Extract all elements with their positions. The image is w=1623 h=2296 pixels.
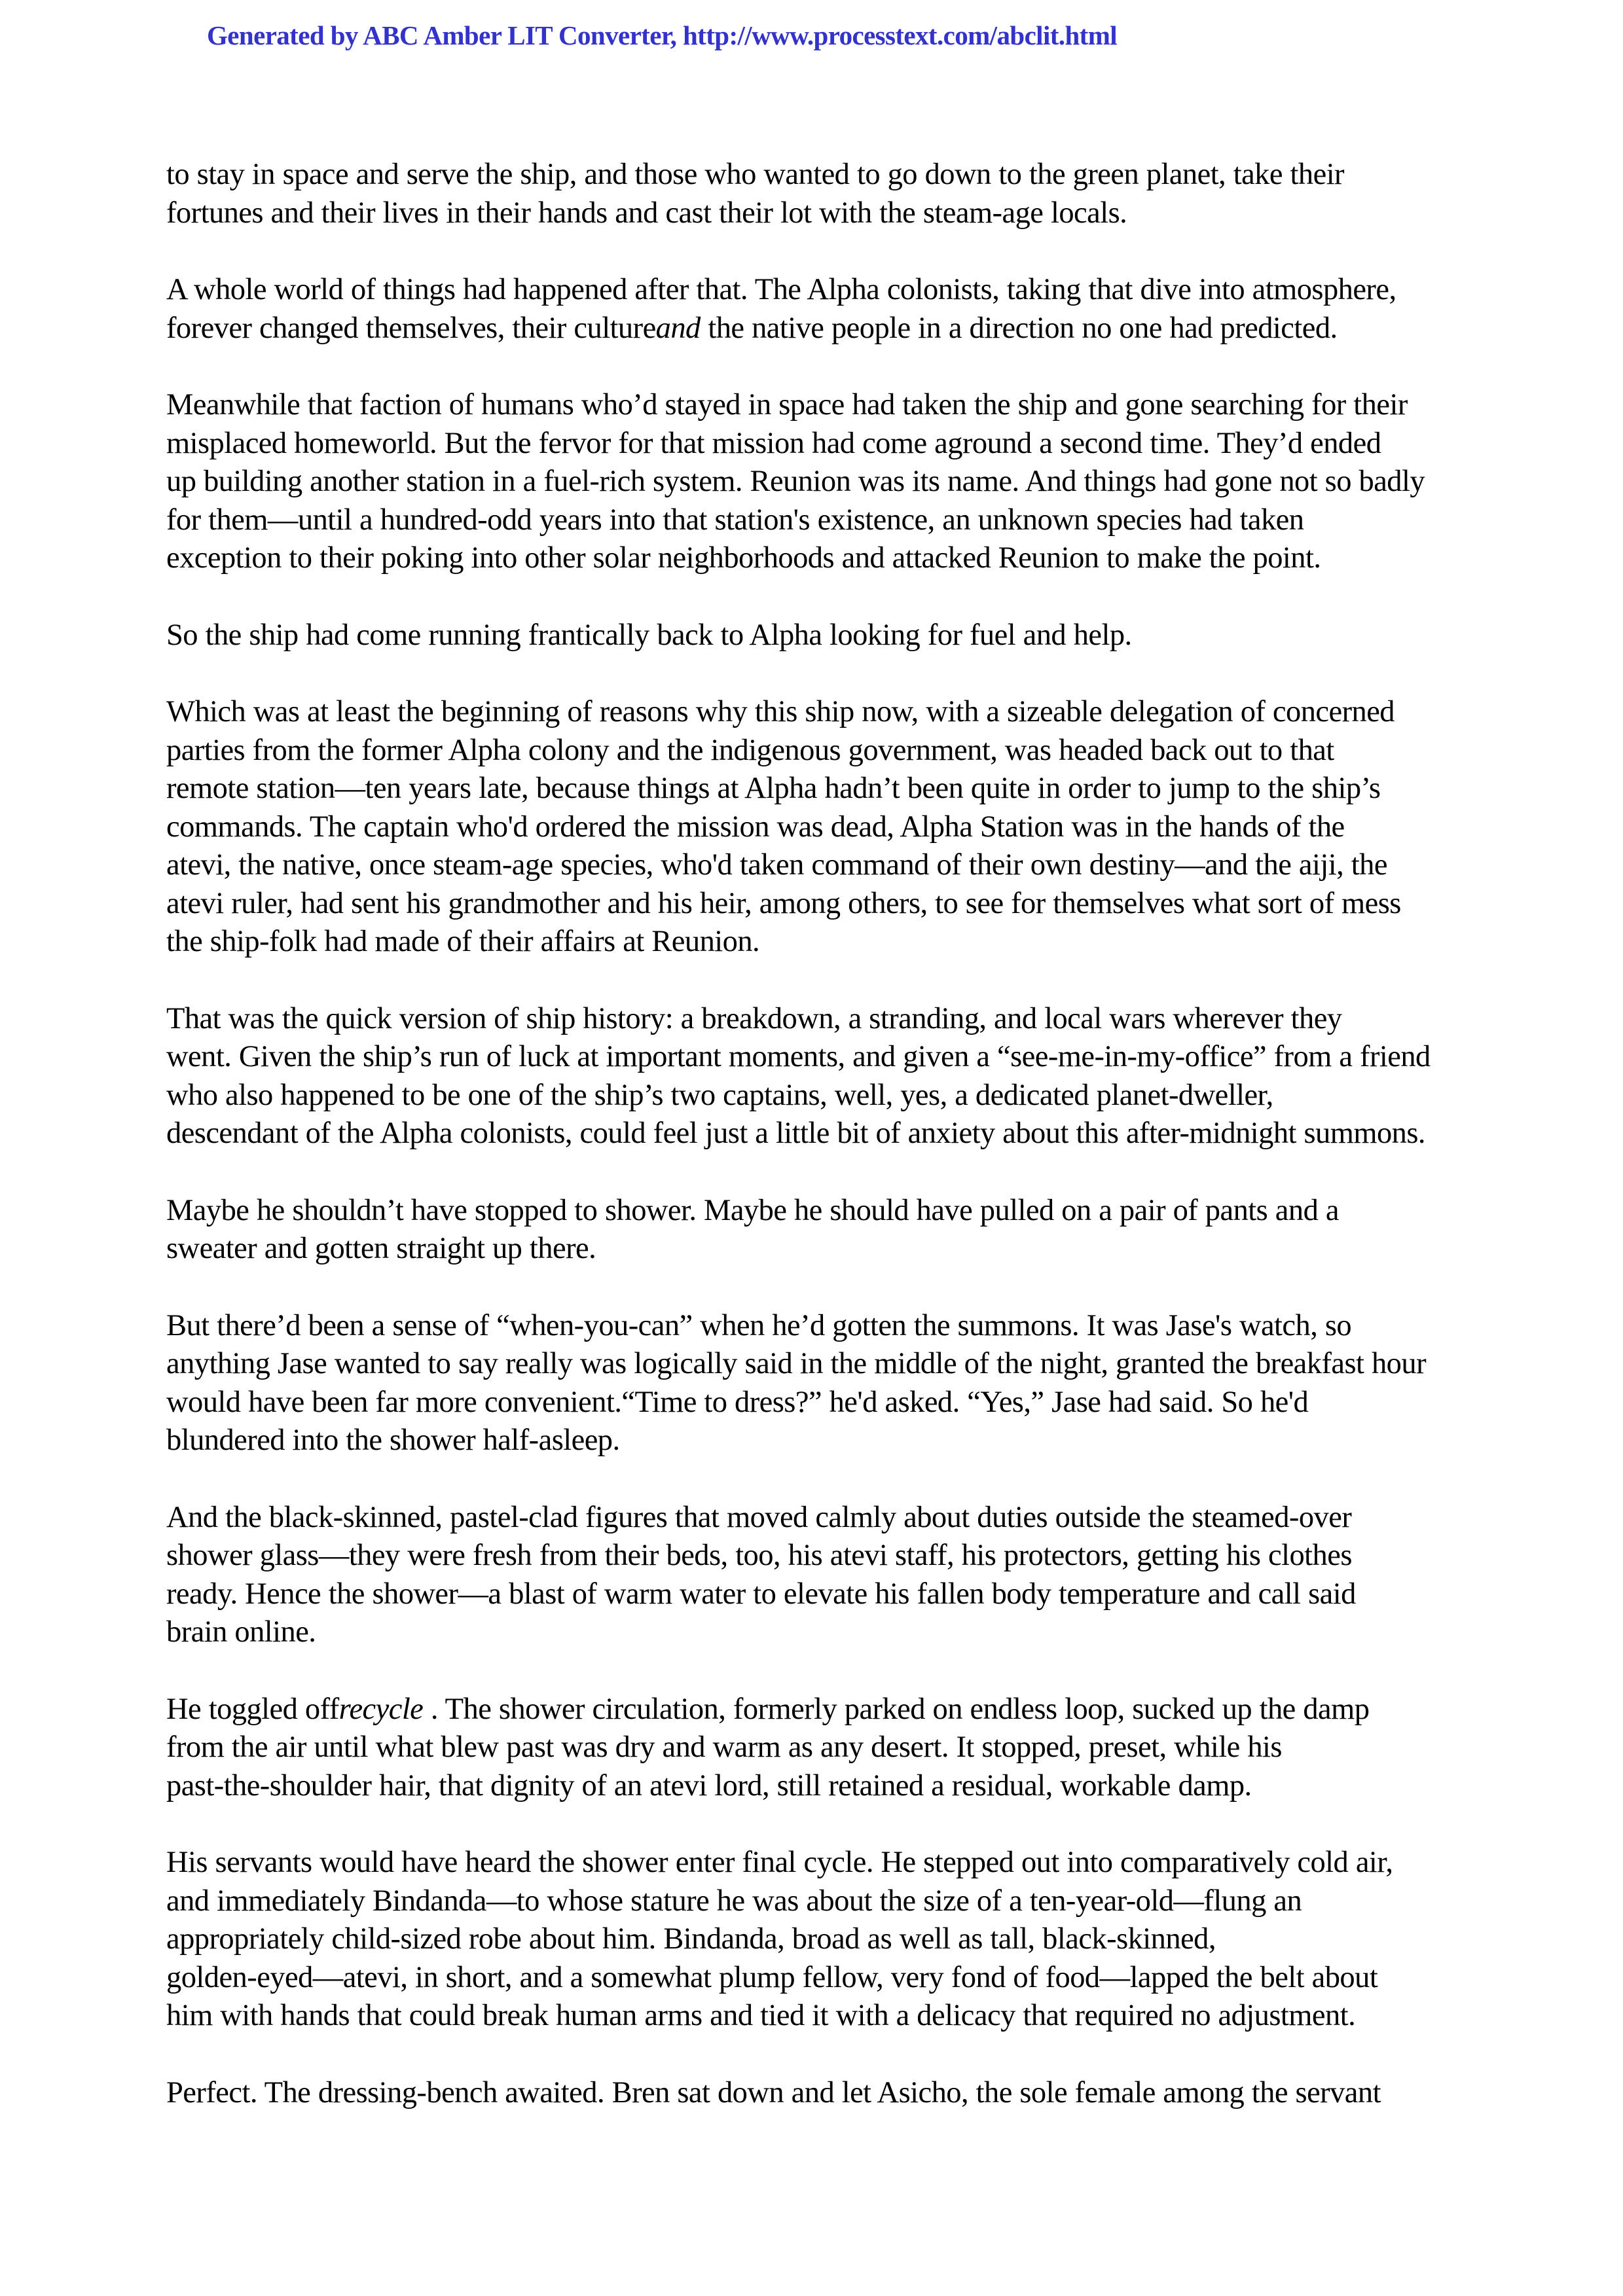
paragraph-9: And the black-skinned, pastel-clad figures that moved calmly about duties outside the steamed-over shower glass—they were fresh from their beds, too, his atevi staff, his protectors, getting his clothes ready. Hence the shower—a blast of warm water to elevate his fallen body temperature and call said brain online. (166, 1500, 1356, 1649)
paragraph-2-text: A whole world of things had happened after that. The Alpha colonists, taking that dive into atmosphere, forever changed themselves, their culture (166, 273, 1396, 345)
paragraph-10 (166, 1691, 1482, 1806)
paragraph-1: to stay in space and serve the ship, and those who wanted to go down to the green planet, take their fortunes and their lives in their hands and cast their lot with the steam-age locals. (166, 158, 1344, 230)
paragraph-2-text-end: the native people in a direction no one had predicted. (700, 311, 1338, 345)
document-body (166, 156, 1482, 2151)
converter-banner[interactable]: Generated by ABC Amber LIT Converter, http://www.processtext.com/abclit.html (207, 20, 1118, 50)
paragraph-11: His servants would have heard the shower enter final cycle. He stepped out into comparatively cold air, and immediately Bindanda—to whose stature he was about the size of a ten-year-old—flung an appropriately child-sized robe about him. Bindanda, broad as well as tall, black-skinned, golden-eyed—atevi, in short, and a somewhat plump fellow, very fond of food—lapped the belt about him with hands that could break human arms and tied it with a delicacy that required no adjustment. (166, 1846, 1393, 2032)
paragraph-8: But there’d been a sense of “when-you-can” when he’d gotten the summons. It was Jase's watch, so anything Jase wanted to say really was logically said in the middle of the night, granted the breakfast hour would have been far more convenient.“Time to dress?” he'd asked. “Yes,” Jase had said. So he'd blundered into the shower half-asleep. (166, 1308, 1427, 1457)
paragraph-6: That was the quick version of ship history: a breakdown, a stranding, and local wars wherever they went. Given the ship’s run of luck at important moments, and given a “see-me-in-my-office” from a friend who also happened to be one of the ship’s two captains, well, yes, a dedicated planet-dweller, descendant of the Alpha colonists, could feel just a little bit of anxiety about this after-midnight summons. (166, 1001, 1431, 1150)
paragraph-5: Which was at least the beginning of reasons why this ship now, with a sizeable delegation of concerned parties from the former Alpha colony and the indigenous government, was headed back out to that remote station—ten years late, because things at Alpha hadn’t been quite in order to jump to the ship’s commands. The captain who'd ordered the mission was dead, Alpha Station was in the hands of the atevi, the native, once steam-age species, who'd taken command of their own destiny—and the aiji, the atevi ruler, had sent his grandmother and his heir, among others, to see for themselves what sort of mess the ship-folk had made of their affairs at Reunion. (166, 695, 1401, 958)
paragraph-2-emphasis: and (655, 311, 701, 345)
paragraph-10-text: He toggled off (166, 1692, 339, 1726)
paragraph-2 (166, 271, 1482, 348)
paragraph-10-text-end: . The shower circulation, formerly parked on endless loop, sucked up the damp from the air until what blew past was dry and warm as any desert. It stopped, preset, while his past-the-shoulder hair, that dignity of an atevi lord, still retained a residual, workable damp. (166, 1692, 1370, 1803)
paragraph-10-emphasis: recycle (338, 1692, 424, 1726)
paragraph-4: So the ship had come running frantically back to Alpha looking for fuel and help. (166, 618, 1132, 652)
paragraph-12: Perfect. The dressing-bench awaited. Bren sat down and let Asicho, the sole female among the servant (166, 2075, 1381, 2109)
paragraph-3: Meanwhile that faction of humans who’d stayed in space had taken the ship and gone searching for their misplaced homeworld. But the fervor for that mission had come aground a second time. They’d ended up building another station in a fuel-rich system. Reunion was its name. And things had gone not so badly for them—until a hundred-odd years into that station's existence, an unknown species had taken exception to their poking into other solar neighborhoods and attacked Reunion to make the point. (166, 388, 1425, 575)
paragraph-7: Maybe he shouldn’t have stopped to shower. Maybe he should have pulled on a pair of pants and a sweater and gotten straight up there. (166, 1193, 1339, 1265)
